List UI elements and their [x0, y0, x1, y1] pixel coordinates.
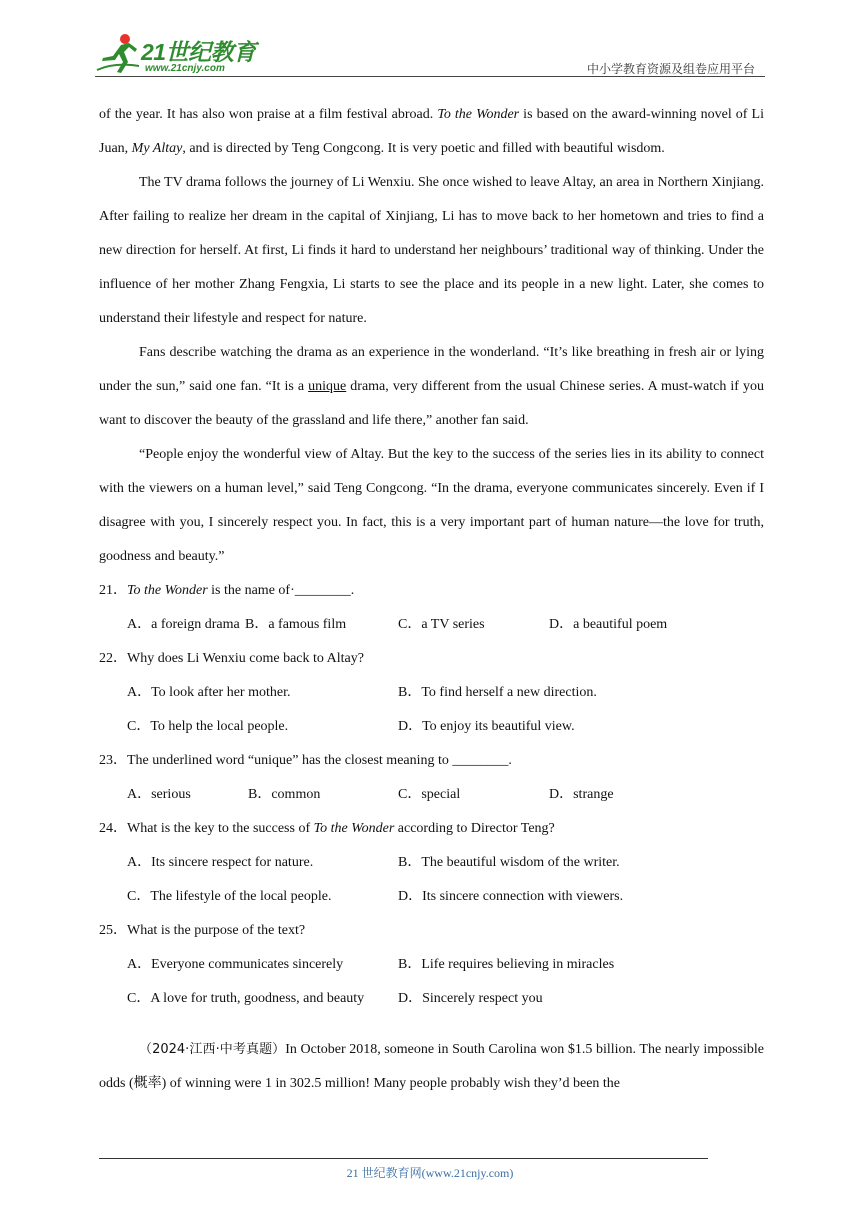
- option-d[interactable]: D．Sincerely respect you: [398, 991, 543, 1006]
- platform-name: 中小学教育资源及组卷应用平台: [586, 62, 755, 76]
- option-b[interactable]: B．The beautiful wisdom of the writer.: [398, 855, 620, 870]
- question-22-options-row-2: [99, 710, 764, 744]
- question-24-options-row-1: [99, 846, 764, 880]
- question-21-options: [99, 608, 764, 642]
- option-c[interactable]: C．The lifestyle of the local people.: [127, 889, 332, 904]
- option-b[interactable]: B．To find herself a new direction.: [398, 685, 597, 700]
- title-my-altay: My Altay: [131, 141, 183, 156]
- page-header: [95, 28, 765, 80]
- option-d[interactable]: D．Its sincere connection with viewers.: [398, 889, 624, 904]
- section-gap: [99, 1016, 764, 1033]
- question-23-options: [99, 778, 764, 812]
- option-b[interactable]: B．a famous film: [245, 617, 347, 632]
- option-a[interactable]: A．Its sincere respect for nature.: [127, 855, 314, 870]
- option-c[interactable]: C．To help the local people.: [127, 719, 289, 734]
- question-25: 25．What is the purpose of the text?: [99, 923, 306, 938]
- option-c[interactable]: C．special: [398, 787, 461, 802]
- passage-paragraph-2: The TV drama follows the journey of Li Wenxiu. She once wished to leave Altay, an area in Northern Xinjiang. After failing to realize her dream in the capital of Xinjiang, Li has to move back to her hometown and tries to find a new direction for herself. At first, Li finds it hard to understand her neighbours’ traditional way of thinking. Under the influence of her mother Zhang Fengxia, Li starts to see the place and its people in a new light. Later, she comes to understand their lifestyle and respect for nature.: [99, 175, 764, 326]
- site-logo: [95, 32, 265, 76]
- document-content: [99, 98, 764, 1101]
- option-a[interactable]: A．serious: [127, 787, 191, 802]
- passage-paragraph-4: “People enjoy the wonderful view of Altay. But the key to the success of the series lies in its ability to connect with the viewers on a human level,” said Teng Congcong. “In the drama, everyone communicates sincerely. Even if I disagree with you, I sincerely respect you. In fact, this is a very important part of human nature—the love for truth, goodness and beauty.”: [99, 447, 764, 564]
- question-22-options-row-1: [99, 676, 764, 710]
- option-d[interactable]: D．To enjoy its beautiful view.: [398, 719, 575, 734]
- passage-paragraph-1: of the year. It has also won praise at a film festival abroad. To the Wonder is based on the award-winning novel of Li Juan, My Altay, and is directed by Teng Congcong. It is very poetic and filled with beautiful wisdom.: [99, 107, 764, 156]
- footer-divider: [99, 1158, 708, 1159]
- question-23: 23．The underlined word “unique” has the closest meaning to ________.: [99, 753, 512, 768]
- logo-text: 21世纪教育: [141, 39, 256, 65]
- header-divider: [95, 76, 765, 77]
- page-footer: 21 世纪教育网(www.21cnjy.com): [346, 1166, 514, 1180]
- option-a[interactable]: A．a foreign drama: [127, 617, 240, 632]
- question-22: 22．Why does Li Wenxiu come back to Altay?: [99, 651, 364, 666]
- question-21: 21．To the Wonder is the name of·________.: [99, 583, 355, 598]
- question-24-options-row-2: [99, 880, 764, 914]
- runner-logo-icon: [95, 32, 141, 76]
- question-24: 24．What is the key to the success of To the Wonder according to Director Teng?: [99, 821, 555, 836]
- option-d[interactable]: D．a beautiful poem: [549, 617, 668, 632]
- question-25-options-row-2: [99, 982, 764, 1016]
- question-25-options-row-1: [99, 948, 764, 982]
- next-passage-paragraph: （2024·江西·中考真题）In October 2018, someone in South Carolina won $1.5 billion. The nearly impossible odds (概率) of winning were 1 in 302.5 million! Many people probably wish they’d been the: [99, 1042, 764, 1091]
- option-a[interactable]: A．Everyone communicates sincerely: [127, 957, 344, 972]
- option-d[interactable]: D．strange: [549, 787, 614, 802]
- option-a[interactable]: A．To look after her mother.: [127, 685, 291, 700]
- underlined-word: unique: [308, 379, 347, 394]
- option-c[interactable]: C．a TV series: [398, 617, 485, 632]
- passage-paragraph-3: Fans describe watching the drama as an experience in the wonderland. “It’s like breathing in fresh air or lying under the sun,” said one fan. “It is a unique drama, very different from the usual Chinese series. A must-watch if you want to discover the beauty of the grassland and life there,” another fan said.: [99, 345, 764, 428]
- title-to-the-wonder: To the Wonder: [437, 107, 520, 122]
- option-b[interactable]: B．common: [248, 787, 321, 802]
- option-c[interactable]: C．A love for truth, goodness, and beauty: [127, 991, 365, 1006]
- question-source: （2024·江西·中考真题）: [139, 1042, 286, 1057]
- option-b[interactable]: B．Life requires believing in miracles: [398, 957, 615, 972]
- logo-url: www.21cnjy.com: [145, 63, 225, 74]
